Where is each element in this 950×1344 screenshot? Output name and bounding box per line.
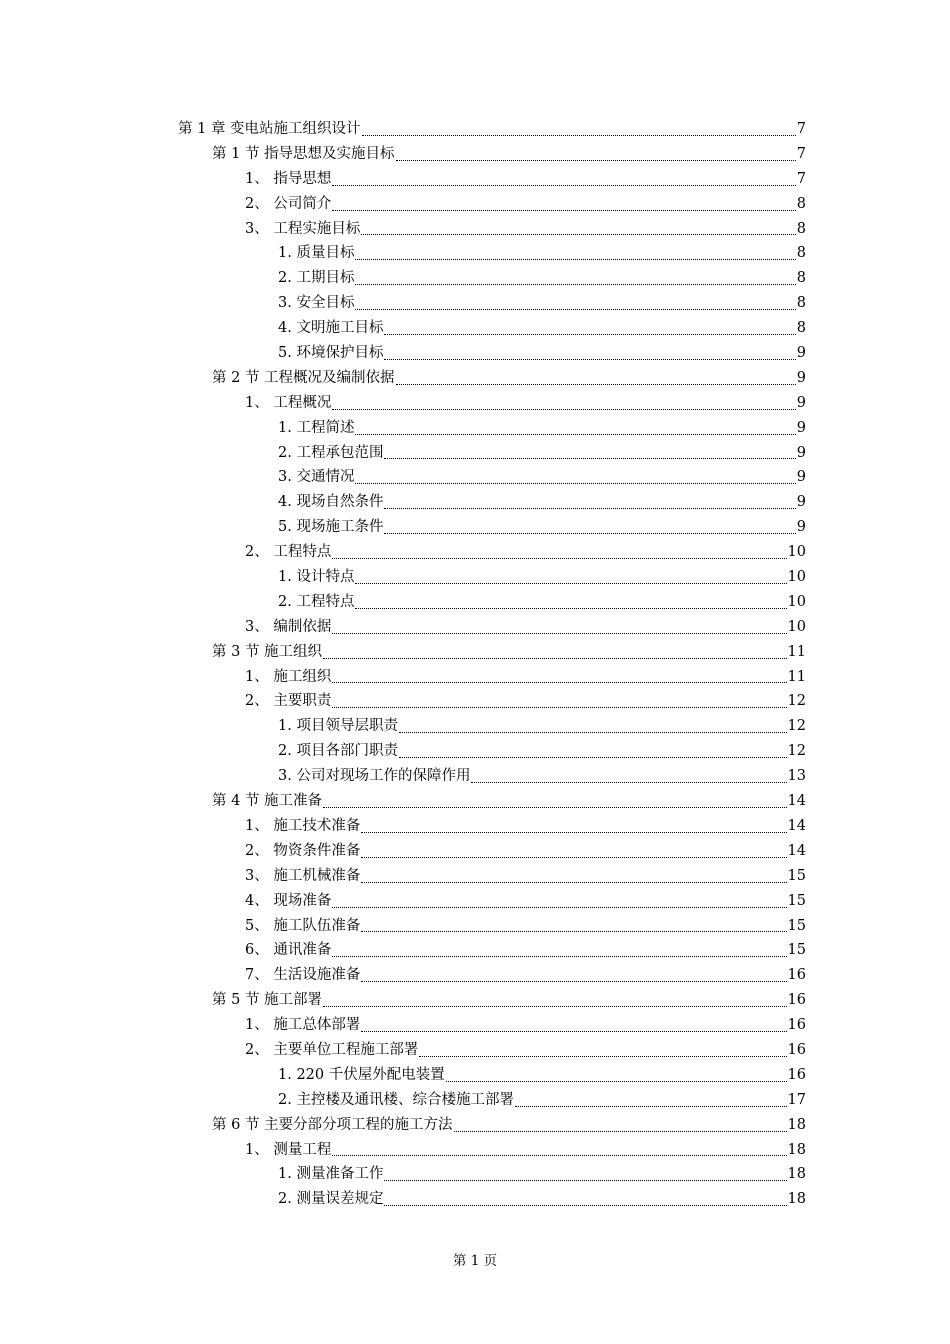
toc-entry[interactable] bbox=[0, 1138, 950, 1163]
toc-entry-title: 4. 文明施工目标 bbox=[278, 316, 383, 341]
toc-entry[interactable] bbox=[0, 540, 950, 565]
toc-dot-leader bbox=[354, 465, 796, 490]
table-of-contents bbox=[0, 117, 950, 1212]
toc-entry-title: 2. 工程承包范围 bbox=[278, 441, 383, 466]
toc-entry-page: 18 bbox=[787, 1141, 806, 1158]
toc-entry[interactable] bbox=[0, 266, 950, 291]
toc-dot-leader bbox=[395, 142, 797, 167]
toc-entry[interactable] bbox=[0, 391, 950, 416]
toc-entry-title: 3、 编制依据 bbox=[245, 615, 331, 640]
toc-entry[interactable] bbox=[0, 839, 950, 864]
toc-dot-leader bbox=[354, 416, 796, 441]
toc-entry-page: 13 bbox=[787, 768, 806, 785]
toc-entry-page: 15 bbox=[787, 942, 806, 959]
toc-entry-title: 5. 现场施工条件 bbox=[278, 515, 383, 540]
toc-entry-title: 2、 物资条件准备 bbox=[245, 839, 360, 864]
toc-entry-page: 12 bbox=[787, 743, 806, 760]
toc-dot-leader bbox=[322, 988, 787, 1013]
toc-entry-page: 18 bbox=[787, 1116, 806, 1133]
toc-entry[interactable] bbox=[0, 1113, 950, 1138]
toc-entry-page: 10 bbox=[787, 593, 806, 610]
toc-entry[interactable] bbox=[0, 192, 950, 217]
toc-entry-title: 7、 生活设施准备 bbox=[245, 963, 360, 988]
toc-entry-page: 11 bbox=[787, 668, 806, 685]
toc-entry-title: 第 3 节 施工组织 bbox=[212, 640, 322, 665]
toc-entry[interactable] bbox=[0, 441, 950, 466]
toc-entry[interactable] bbox=[0, 515, 950, 540]
toc-entry-page: 16 bbox=[787, 967, 806, 984]
toc-dot-leader bbox=[383, 1187, 787, 1212]
toc-entry-page: 9 bbox=[796, 519, 806, 536]
toc-dot-leader bbox=[383, 316, 796, 341]
toc-dot-leader bbox=[331, 889, 787, 914]
toc-entry[interactable] bbox=[0, 1088, 950, 1113]
toc-entry-page: 9 bbox=[796, 369, 806, 386]
toc-dot-leader bbox=[360, 914, 787, 939]
toc-entry-title: 1. 220 千伏屋外配电装置 bbox=[278, 1063, 445, 1088]
toc-entry-page: 9 bbox=[796, 444, 806, 461]
toc-entry-page: 9 bbox=[796, 419, 806, 436]
toc-entry-page: 16 bbox=[787, 992, 806, 1009]
toc-entry-title: 1、 施工组织 bbox=[245, 665, 331, 690]
toc-entry[interactable] bbox=[0, 316, 950, 341]
toc-entry[interactable] bbox=[0, 1063, 950, 1088]
toc-entry-title: 第 2 节 工程概况及编制依据 bbox=[212, 366, 395, 391]
toc-entry-title: 1. 项目领导层职责 bbox=[278, 714, 398, 739]
toc-entry-title: 5. 环境保护目标 bbox=[278, 341, 383, 366]
toc-dot-leader bbox=[331, 938, 787, 963]
toc-entry-page: 10 bbox=[787, 544, 806, 561]
toc-entry-title: 2、 主要职责 bbox=[245, 689, 331, 714]
toc-entry[interactable] bbox=[0, 665, 950, 690]
toc-entry[interactable] bbox=[0, 789, 950, 814]
toc-entry-title: 3、 施工机械准备 bbox=[245, 864, 360, 889]
toc-dot-leader bbox=[354, 291, 796, 316]
toc-entry-title: 2、 主要单位工程施工部署 bbox=[245, 1038, 418, 1063]
toc-entry[interactable] bbox=[0, 465, 950, 490]
toc-entry-title: 3. 公司对现场工作的保障作用 bbox=[278, 764, 470, 789]
toc-entry[interactable] bbox=[0, 714, 950, 739]
toc-dot-leader bbox=[331, 540, 787, 565]
toc-entry-page: 17 bbox=[787, 1091, 806, 1108]
toc-entry-page: 9 bbox=[796, 469, 806, 486]
toc-entry-page: 7 bbox=[796, 145, 806, 162]
toc-entry[interactable] bbox=[0, 291, 950, 316]
toc-dot-leader bbox=[354, 590, 787, 615]
toc-entry-title: 5、 施工队伍准备 bbox=[245, 914, 360, 939]
toc-entry[interactable] bbox=[0, 1038, 950, 1063]
toc-entry-title: 2. 工程特点 bbox=[278, 590, 354, 615]
toc-entry[interactable] bbox=[0, 1162, 950, 1187]
toc-entry-title: 4. 现场自然条件 bbox=[278, 490, 383, 515]
toc-entry-title: 3、 工程实施目标 bbox=[245, 217, 360, 242]
toc-entry-title: 1. 工程简述 bbox=[278, 416, 354, 441]
toc-entry-page: 14 bbox=[787, 793, 806, 810]
toc-entry[interactable] bbox=[0, 615, 950, 640]
toc-entry-page: 11 bbox=[787, 643, 806, 660]
toc-entry[interactable] bbox=[0, 167, 950, 192]
toc-entry-page: 15 bbox=[787, 867, 806, 884]
toc-entry-page: 18 bbox=[787, 1191, 806, 1208]
toc-dot-leader bbox=[398, 739, 788, 764]
toc-entry-page: 16 bbox=[787, 1017, 806, 1034]
toc-dot-leader bbox=[395, 366, 797, 391]
toc-entry[interactable] bbox=[0, 590, 950, 615]
page-number: 第 1 页 bbox=[452, 1253, 498, 1269]
toc-dot-leader bbox=[354, 565, 787, 590]
toc-entry[interactable] bbox=[0, 241, 950, 266]
toc-dot-leader bbox=[354, 241, 796, 266]
toc-dot-leader bbox=[331, 615, 787, 640]
toc-entry-page: 10 bbox=[787, 569, 806, 586]
toc-dot-leader bbox=[360, 864, 787, 889]
toc-entry-page: 12 bbox=[787, 693, 806, 710]
toc-entry-page: 12 bbox=[787, 718, 806, 735]
toc-entry-page: 10 bbox=[787, 618, 806, 635]
toc-entry-title: 4、 现场准备 bbox=[245, 889, 331, 914]
toc-entry-page: 8 bbox=[796, 320, 806, 337]
toc-entry-title: 2、 公司简介 bbox=[245, 192, 331, 217]
toc-entry-page: 7 bbox=[796, 121, 806, 137]
toc-entry-title: 3. 交通情况 bbox=[278, 465, 354, 490]
toc-entry-page: 16 bbox=[787, 1066, 806, 1083]
toc-entry-page: 9 bbox=[796, 394, 806, 411]
toc-entry-title: 1、 测量工程 bbox=[245, 1138, 331, 1163]
toc-dot-leader bbox=[331, 665, 787, 690]
toc-entry[interactable] bbox=[0, 814, 950, 839]
toc-entry-page: 18 bbox=[787, 1166, 806, 1183]
toc-dot-leader bbox=[383, 1162, 787, 1187]
toc-entry-title: 第 1 节 指导思想及实施目标 bbox=[212, 142, 395, 167]
toc-entry-title: 第 1 章 变电站施工组织设计 bbox=[178, 117, 361, 142]
toc-dot-leader bbox=[354, 266, 796, 291]
toc-dot-leader bbox=[445, 1063, 788, 1088]
toc-entry[interactable] bbox=[0, 217, 950, 242]
toc-entry[interactable] bbox=[0, 142, 950, 167]
toc-entry[interactable] bbox=[0, 864, 950, 889]
toc-dot-leader bbox=[383, 515, 796, 540]
toc-entry-title: 6、 通讯准备 bbox=[245, 938, 331, 963]
toc-entry-page: 7 bbox=[796, 170, 806, 187]
toc-dot-leader bbox=[361, 117, 797, 142]
toc-dot-leader bbox=[322, 789, 787, 814]
toc-entry-title: 1、 指导思想 bbox=[245, 167, 331, 192]
toc-entry[interactable] bbox=[0, 341, 950, 366]
toc-entry-title: 3. 安全目标 bbox=[278, 291, 354, 316]
toc-dot-leader bbox=[331, 689, 787, 714]
toc-entry[interactable] bbox=[0, 366, 950, 391]
toc-dot-leader bbox=[360, 963, 787, 988]
toc-entry-page: 8 bbox=[796, 245, 806, 262]
toc-entry-title: 1、 施工技术准备 bbox=[245, 814, 360, 839]
toc-entry-title: 1. 测量准备工作 bbox=[278, 1162, 383, 1187]
toc-dot-leader bbox=[360, 839, 787, 864]
toc-entry[interactable] bbox=[0, 963, 950, 988]
toc-entry-title: 2. 项目各部门职责 bbox=[278, 739, 398, 764]
toc-entry[interactable] bbox=[0, 1013, 950, 1038]
toc-dot-leader bbox=[360, 217, 796, 242]
toc-entry-title: 2. 工期目标 bbox=[278, 266, 354, 291]
toc-entry[interactable] bbox=[0, 1187, 950, 1212]
toc-dot-leader bbox=[360, 814, 787, 839]
toc-entry-title: 1. 设计特点 bbox=[278, 565, 354, 590]
toc-entry-page: 8 bbox=[796, 270, 806, 287]
toc-dot-leader bbox=[360, 1013, 787, 1038]
toc-dot-leader bbox=[331, 1138, 787, 1163]
toc-entry[interactable] bbox=[0, 889, 950, 914]
toc-entry[interactable] bbox=[0, 640, 950, 665]
toc-dot-leader bbox=[322, 640, 787, 665]
toc-entry-page: 14 bbox=[787, 817, 806, 834]
toc-entry-title: 1、 施工总体部署 bbox=[245, 1013, 360, 1038]
toc-entry-page: 16 bbox=[787, 1041, 806, 1058]
toc-entry-title: 2. 测量误差规定 bbox=[278, 1187, 383, 1212]
toc-entry-title: 2. 主控楼及通讯楼、综合楼施工部署 bbox=[278, 1088, 514, 1113]
toc-entry-title: 第 6 节 主要分部分项工程的施工方法 bbox=[212, 1113, 453, 1138]
toc-entry-page: 8 bbox=[796, 195, 806, 212]
toc-entry-page: 15 bbox=[787, 892, 806, 909]
toc-dot-leader bbox=[383, 490, 796, 515]
toc-dot-leader bbox=[383, 441, 796, 466]
toc-dot-leader bbox=[453, 1113, 788, 1138]
toc-entry-page: 8 bbox=[796, 220, 806, 237]
toc-entry[interactable] bbox=[0, 117, 950, 142]
toc-entry-page: 15 bbox=[787, 917, 806, 934]
toc-entry[interactable] bbox=[0, 764, 950, 789]
toc-entry-title: 第 5 节 施工部署 bbox=[212, 988, 322, 1013]
toc-entry[interactable] bbox=[0, 490, 950, 515]
toc-entry-page: 8 bbox=[796, 295, 806, 312]
page-footer bbox=[0, 1249, 950, 1269]
toc-dot-leader bbox=[331, 391, 796, 416]
toc-dot-leader bbox=[331, 167, 796, 192]
toc-entry[interactable] bbox=[0, 914, 950, 939]
toc-entry[interactable] bbox=[0, 416, 950, 441]
toc-entry[interactable] bbox=[0, 565, 950, 590]
toc-entry[interactable] bbox=[0, 938, 950, 963]
toc-dot-leader bbox=[514, 1088, 788, 1113]
toc-dot-leader bbox=[331, 192, 796, 217]
toc-entry-page: 9 bbox=[796, 494, 806, 511]
toc-entry-title: 1. 质量目标 bbox=[278, 241, 354, 266]
toc-entry[interactable] bbox=[0, 988, 950, 1013]
toc-dot-leader bbox=[398, 714, 788, 739]
toc-entry-title: 2、 工程特点 bbox=[245, 540, 331, 565]
toc-dot-leader bbox=[383, 341, 796, 366]
toc-entry-title: 1、 工程概况 bbox=[245, 391, 331, 416]
toc-dot-leader bbox=[418, 1038, 787, 1063]
toc-entry-page: 9 bbox=[796, 345, 806, 362]
toc-entry[interactable] bbox=[0, 689, 950, 714]
toc-entry-title: 第 4 节 施工准备 bbox=[212, 789, 322, 814]
toc-entry[interactable] bbox=[0, 739, 950, 764]
toc-dot-leader bbox=[470, 764, 787, 789]
toc-entry-page: 14 bbox=[787, 842, 806, 859]
